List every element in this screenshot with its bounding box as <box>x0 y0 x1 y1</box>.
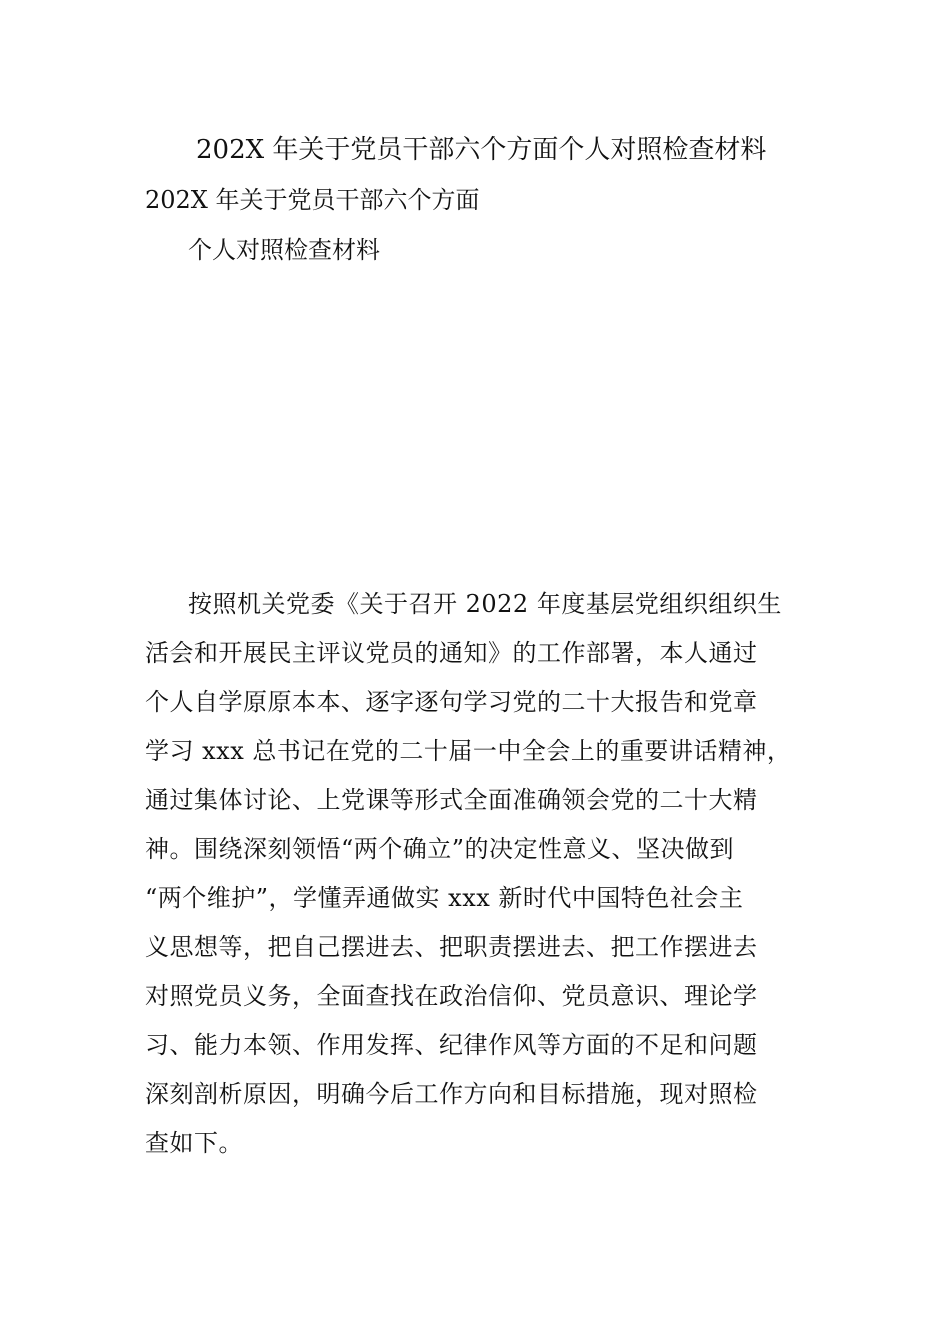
paragraph-line: 活会和开展民主评议党员的通知》的工作部署，本人通过 <box>145 639 758 667</box>
paragraph-line: 通过集体讨论、上党课等形式全面准确领会党的二十大精 <box>145 786 758 814</box>
body-paragraph <box>145 580 835 1168</box>
subtitle-line-2: 个人对照检查材料 <box>188 236 380 264</box>
paragraph-line: 深刻剖析原因，明确今后工作方向和目标措施，现对照检 <box>145 1080 758 1108</box>
paragraph-line: 对照党员义务，全面查找在政治信仰、党员意识、理论学 <box>145 982 758 1010</box>
paragraph-line: 查如下。 <box>145 1129 243 1157</box>
paragraph-line: 习、能力本领、作用发挥、纪律作风等方面的不足和问题 <box>145 1031 758 1059</box>
paragraph-line: 学习 xxx 总书记在党的二十届一中全会上的重要讲话精神， <box>145 737 792 765</box>
paragraph-line: 按照机关党委《关于召开 2022 年度基层党组织组织生 <box>188 590 782 618</box>
document-title: 202X 年关于党员干部六个方面个人对照检查材料 <box>196 135 767 165</box>
paragraph-line: 义思想等，把自己摆进去、把职责摆进去、把工作摆进去 <box>145 933 758 961</box>
subtitle-line-1: 202X 年关于党员干部六个方面 <box>145 186 480 214</box>
paragraph-line: 神。围绕深刻领悟“两个确立”的决定性意义、坚决做到 <box>145 835 735 863</box>
paragraph-line: “两个维护”，学懂弄通做实 xxx 新时代中国特色社会主 <box>145 884 744 912</box>
paragraph-line: 个人自学原原本本、逐字逐句学习党的二十大报告和党章 <box>145 688 758 716</box>
